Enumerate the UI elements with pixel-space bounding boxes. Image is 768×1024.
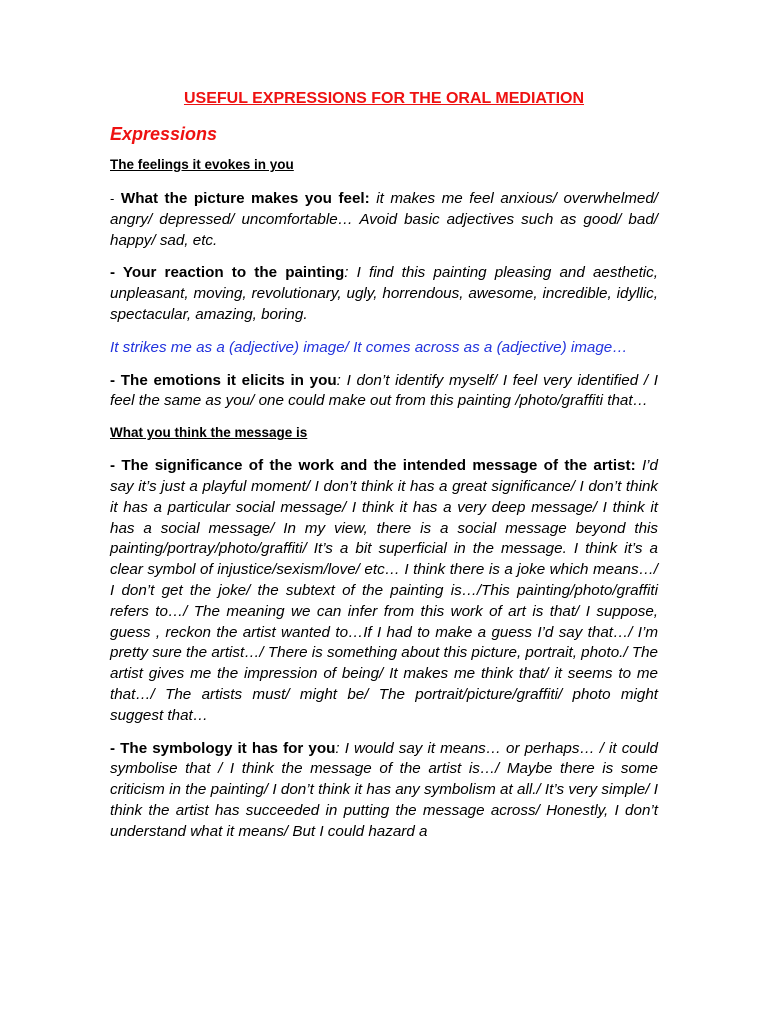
paragraph-picture-feel [110, 189, 658, 251]
paragraph-emotions [110, 371, 658, 413]
paragraph-reaction [110, 263, 658, 325]
paragraph-symbology [110, 739, 658, 843]
paragraph-dash: - [110, 191, 115, 206]
paragraph-lead: - Your reaction to the painting [110, 264, 345, 282]
paragraph-lead: - The symbology it has for you [110, 739, 336, 757]
section-heading: Expressions [110, 124, 218, 144]
paragraph-strikes-me: It strikes me as a (adjective) image/ It comes across as a (adjective) image… [110, 338, 628, 356]
paragraph-text: I’d say it’s just a playful moment/ I don’t think it has a great significance/ I don’t think it has a particular social message/ I think it has a very deep message/ I think it has a social message/ In my view, there is a social message beyond this painting/portray/photo/graffiti/ It’s a bit superficial in the message. I think it’s a clear symbol of injustice/sexism/love/ etc… I think there is a joke which means…/ I don’t get the joke/ the subtext of the painting is…/This painting/photo/graffiti refers to…/ The meaning we can infer from this work of art is that/ I suppose, guess , reckon the artist wanted to…If I had to make a guess I’d say that…/ I’m pretty sure the artist…/ There is something about this picture, portrait, photo./ The artist gives me the impression of being/ It makes me think that/ it seems to me that…/ The artists must/ might be/ The portrait/picture/graffiti/ photo might suggest that… [110, 457, 658, 724]
paragraph-text: : I would say it means… or perhaps… / it could symbolise that / I think the message of the artist is…/ Maybe there is some criticism in the painting/ I don’t think it has any symbolism at all./ It’s very simple/ I think the artist has succeeded in putting the message across/ Honestly, I don’t understand what it means/ But I could hazard a [110, 739, 659, 840]
document-title: USEFUL EXPRESSIONS FOR THE ORAL MEDIATION [183, 90, 585, 107]
paragraph-lead: - The significance of the work and the intended message of the artist: [110, 457, 636, 475]
paragraph-text: it makes me feel anxious/ overwhelmed/ angry/ depressed/ uncomfortable… Avoid basic adjectives such as good/ bad/ happy/ sad, etc. [110, 190, 658, 249]
paragraph-text: : I find this painting pleasing and aesthetic, unpleasant, moving, revolutionary, ugly, horrendous, awesome, incredible, idyllic, spectacular, amazing, boring. [110, 264, 658, 323]
paragraph-lead: What the picture makes you feel: [120, 190, 370, 207]
paragraph-significance [110, 456, 658, 726]
paragraph-text: : I don’t identify myself/ I feel very identified / I feel the same as you/ one could make out from this painting /photo/graffiti that… [110, 371, 659, 410]
subsection-heading-feelings: The feelings it evokes in you [110, 157, 294, 172]
subsection-heading-message: What you think the message is [110, 425, 308, 441]
paragraph-lead: - The emotions it elicits in you [110, 371, 337, 389]
document-page [110, 88, 658, 855]
